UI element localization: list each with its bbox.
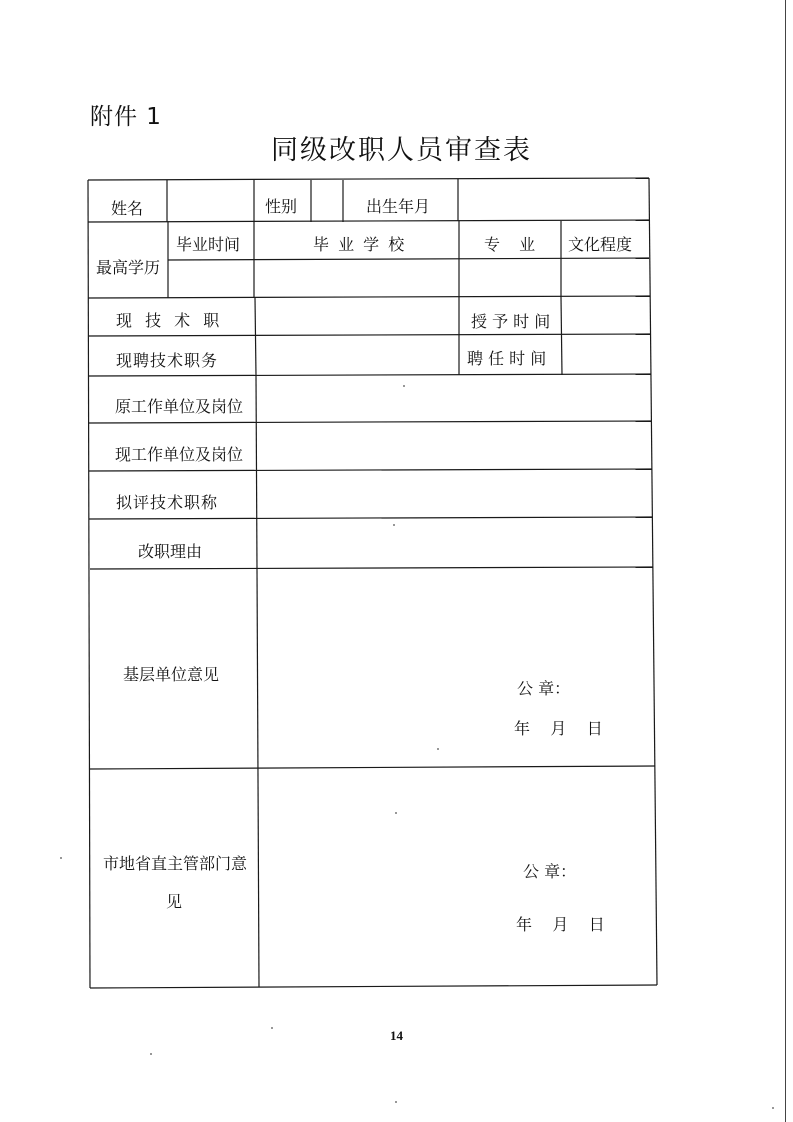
page-number: 14 — [390, 1028, 403, 1043]
label-highest-education: 最高学历 — [96, 258, 161, 277]
label-graduation-time: 毕业时间 — [176, 235, 241, 254]
seal-label-2: 公 章： — [523, 862, 577, 881]
label-major: 专 业 — [484, 235, 536, 254]
scan-speck — [271, 1027, 273, 1029]
date-label-2: 年 月 日 — [516, 915, 605, 934]
label-birth: 出生年月 — [366, 197, 431, 216]
scan-speck — [772, 1107, 774, 1109]
form-title: 同级改职人员审查表 — [271, 135, 532, 166]
label-grassroots-opinion: 基层单位意见 — [123, 665, 220, 684]
label-original-unit: 原工作单位及岗位 — [115, 397, 244, 416]
scan-speck — [393, 524, 395, 526]
scan-speck — [60, 857, 62, 859]
label-school: 毕 业 学 校 — [313, 235, 407, 254]
label-grant-time: 授 予 时 间 — [471, 312, 551, 331]
scan-speck — [395, 812, 397, 814]
scan-speck — [395, 1101, 397, 1103]
label-reason: 改职理由 — [138, 542, 203, 561]
label-education-level: 文化程度 — [568, 235, 633, 254]
label-city-opinion-cont: 见 — [166, 892, 183, 911]
label-appointment-time: 聘 任 时 间 — [467, 349, 547, 368]
scan-speck — [437, 748, 439, 750]
scan-speck — [150, 1053, 152, 1055]
label-current-title: 现 技 术 职 — [116, 311, 224, 330]
label-gender: 性别 — [265, 197, 298, 216]
label-city-opinion: 市地省直主管部门意 — [103, 854, 248, 873]
label-current-position: 现聘技术职务 — [116, 351, 219, 370]
label-name: 姓名 — [111, 199, 144, 218]
attachment-label: 附件 1 — [90, 104, 162, 130]
label-current-unit: 现工作单位及岗位 — [115, 445, 244, 464]
date-label-1: 年 月 日 — [514, 719, 603, 738]
scan-speck — [403, 385, 405, 387]
seal-label-1: 公 章： — [517, 679, 571, 698]
label-proposed-title: 拟评技术职称 — [116, 493, 219, 512]
